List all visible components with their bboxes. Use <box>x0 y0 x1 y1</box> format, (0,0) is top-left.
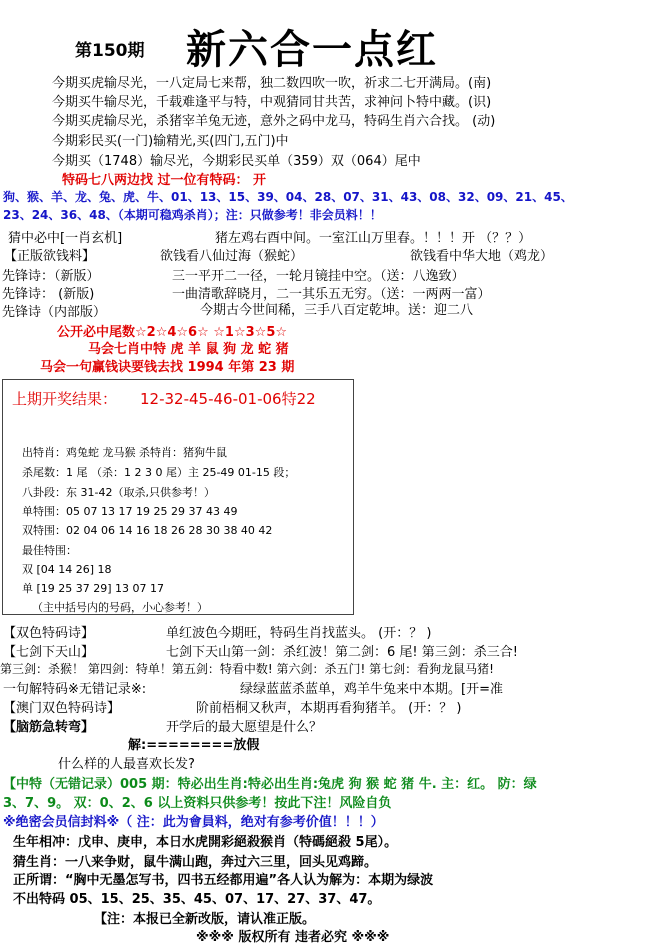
red-line-seven: 马会七肖中特 虎 羊 鼠 狗 龙 蛇 猪 <box>88 342 289 357</box>
guess-text: 猪左鸡右酉中间。一室江山万里春。！！！开 （？？） <box>215 231 532 246</box>
zhengban-label: 【正版欲钱料】 <box>4 249 96 264</box>
prediction-line: 今期买虎输尽光，杀猪宰羊兔无迹，意外之码中龙马，特码生肖六合找。 (动) <box>52 114 496 129</box>
result-line: 八卦段：东 31-42（取杀,只供参考！） <box>22 486 215 499</box>
wei-line: 3、7、9。 双：0、2、6 以上资料只供参考！按此下注！风险自负 <box>3 796 392 811</box>
poem-label: 先锋诗（内部版） <box>2 305 107 320</box>
yijujie-text: 绿绿蓝蓝杀蓝单，鸡羊牛兔来中本期。[开=准 <box>240 682 503 697</box>
notice-line: 【注：本报已全新改版，请认准正版。 <box>94 912 316 927</box>
prediction-line: 今期买牛输尽光，千载难逢平与特，中观猜同甘共苦，求神问卜特中藏。(识) <box>52 95 492 110</box>
red-line-yiju: 马会一句赢钱诀要钱去找 1994 年第 23 期 <box>40 360 295 375</box>
code-section-head: 特码七八两边找 过一位有特码： 开 <box>62 173 267 188</box>
last-result-label: 上期开奖结果： <box>12 390 118 408</box>
result-line: 最佳特围： <box>22 544 77 557</box>
issue-label: 第150期 <box>75 41 145 61</box>
shengnian-line: 生年相冲：戊申、庚申，本日水虎開彩絕殺猴肖（特碼絕殺 5尾）。 <box>13 835 398 850</box>
poem-label: 先锋诗： (新版) <box>2 287 95 302</box>
juemi-line: ※绝密会员信封料※（ 注：此为會員料，绝对有参考价值！！！） <box>3 815 384 830</box>
result-note: （主中括号内的号码，小心参考！） <box>32 601 208 614</box>
result-line: 单特围：05 07 13 17 19 25 29 37 43 49 <box>22 505 238 518</box>
qijian-text: 七剑下天山第一剑：杀红波！第二剑：6 尾! 第三剑：杀三合! <box>166 645 518 660</box>
result-line: 出特肖：鸡兔蛇 龙马猴 杀特肖：猪狗牛鼠 <box>22 446 227 459</box>
code-list-line: 狗、猴、羊、龙、兔、虎、牛、01、13、15、39、04、28、07、31、43、08、32、09、21、45、 <box>3 190 573 204</box>
zhengsuo-line: 正所谓：“胸中无墨怎写书，四书五经都用遍”各人认为解为：本期为绿波 <box>13 873 434 888</box>
zhongte-line: 【中特（无错记录）005 期：特必出生肖:特必出生肖:兔虎 狗 猴 蛇 猪 牛. 主：红。 防：绿 <box>3 777 537 792</box>
qijian-line2: 第三剑：杀猴！ 第四剑：特单！第五剑：特看中数! 第六剑：杀五门! 第七剑：看狗龙鼠马猪! <box>0 662 494 676</box>
prediction-line: 今期买虎输尽光，一八定局七来帮，独二数四吹一吹，祈求二七开满局。(南) <box>52 76 492 91</box>
shuangse-text: 单红波色今期旺，特码生肖找蓝头。 (开：？ ) <box>166 626 432 641</box>
aomen-label: 【澳门双色特码诗】 <box>3 701 121 716</box>
result-line: 单 [19 25 37 29] 13 07 17 <box>22 582 165 595</box>
copyright-line: ※※※ 版权所有 违者必究 ※※※ <box>196 930 390 945</box>
poem-text: 今期古今世间稀，三手八百定乾坤。送：迎二八 <box>200 303 474 318</box>
poem-text: 一曲清歌辞晓月，二一其乐五无穷。（送：一两两一富） <box>172 287 491 302</box>
page-title: 新六合一点红 <box>186 26 438 73</box>
poem-label: 先锋诗：（新版） <box>2 269 100 284</box>
naojin-answer: 解:========放假 <box>128 738 260 753</box>
last-result-numbers: 12-32-45-46-01-06特22 <box>140 390 316 408</box>
zhengban-right: 欲钱看中华大地（鸡龙） <box>410 249 554 264</box>
buchu-line: 不出特码 05、15、25、35、45、07、17、27、37、47。 <box>13 892 381 907</box>
naojin-text: 开学后的最大愿望是什么？ <box>166 720 323 735</box>
result-line: 双 [04 14 26] 18 <box>22 563 112 576</box>
aomen-text: 阶前梧桐又秋声，本期再看狗猪羊。 (开：？ ) <box>196 701 462 716</box>
prediction-line: 今期买（1748）输尽光，今期彩民买单（359）双（064）尾中 <box>52 154 421 169</box>
naojin-question-2: 什么样的人最喜欢长发? <box>58 757 195 772</box>
zhengban-mid: 欲钱看八仙过海（猴蛇） <box>160 249 304 264</box>
prediction-line: 今期彩民买(一门)输精光,买(四门,五门)中 <box>52 134 289 149</box>
naojin-label: 【脑筋急转弯】 <box>3 720 95 735</box>
poem-text: 三一平开二一径，一轮月镜挂中空。（送：八逸致） <box>172 269 465 284</box>
result-line: 杀尾数：1 尾 （杀：1 2 3 0 尾）主 25-49 01-15 段； <box>22 466 296 479</box>
qijian-label: 【七剑下天山】 <box>3 645 95 660</box>
code-list-line: 23、24、36、48、（本期可稳鸡杀肖）；注：只做参考！非会员料！！ <box>3 208 382 222</box>
yijujie-label: 一句解特码※无错记录※: <box>3 682 147 697</box>
red-line-tail: 公开必中尾数☆2☆4☆6☆ ☆1☆3☆5☆ <box>57 325 288 340</box>
result-line: 双特围：02 04 06 14 16 18 26 28 30 38 40 42 <box>22 524 273 537</box>
shuangse-label: 【双色特码诗】 <box>3 626 95 641</box>
guess-label: 猜中必中[一肖玄机] <box>8 231 123 246</box>
caishengxiao-line: 猜生肖：一八来争财，鼠牛满山跑，奔过六三里，回头见鸡蹄。 <box>13 855 378 870</box>
